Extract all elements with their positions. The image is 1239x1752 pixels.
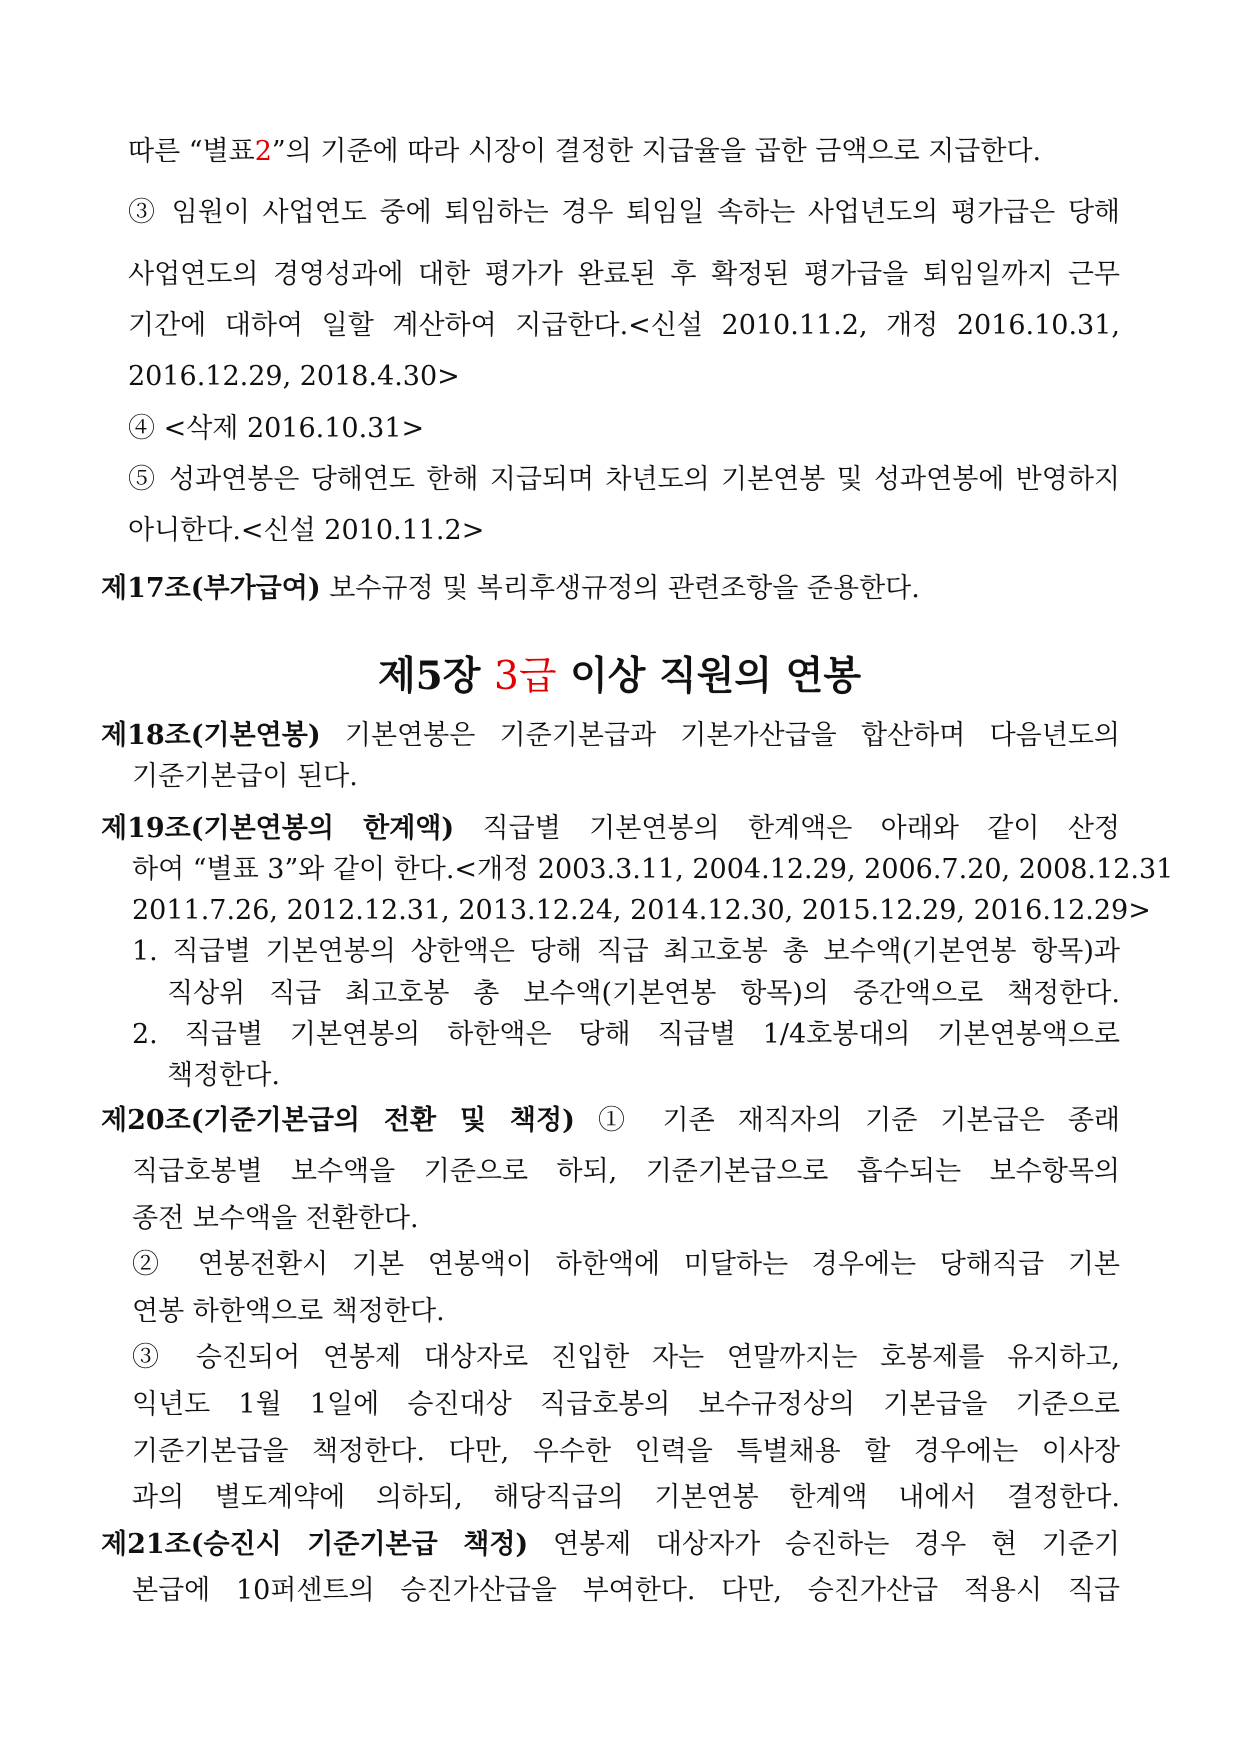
text-line: 기준기본급을 책정한다. 다만, 우수한 인력을 특별채용 할 경우에는 이사장: [132, 1436, 1120, 1467]
article-heading: 제17조(부가급여): [101, 573, 321, 604]
chapter-title: 제5장 3급 이상 직원의 연봉: [377, 653, 861, 699]
article-20: 제20조(기준기본급의 전환 및 책정) ① 기존 재직자의 기준 기본급은 종래: [101, 1105, 1120, 1136]
text-line: ② 연봉전환시 기본 연봉액이 하한액에 미달하는 경우에는 당해직급 기본: [132, 1249, 1120, 1280]
text-line: 2011.7.26, 2012.12.31, 2013.12.24, 2014.12.30, 2015.12.29, 2016.12.29>: [132, 895, 1151, 926]
article-heading: 제18조(기본연봉): [101, 720, 321, 751]
article-17: 제17조(부가급여) 보수규정 및 복리후생규정의 관련조항을 준용한다.: [101, 573, 920, 604]
text-line: 연봉 하한액으로 책정한다.: [132, 1296, 445, 1327]
text-line: ④ <삭제 2016.10.31>: [128, 413, 425, 444]
text-line: 기간에 대하여 일할 계산하여 지급한다.<신설 2010.11.2, 개정 2016.10.31,: [128, 310, 1120, 341]
article-heading: 제21조(승진시 기준기본급 책정): [101, 1529, 529, 1560]
text-line: 종전 보수액을 전환한다.: [132, 1203, 419, 1234]
text-line: ⑤ 성과연봉은 당해연도 한해 지급되며 차년도의 기본연봉 및 성과연봉에 반영하지: [128, 464, 1120, 495]
text-line: 하여 “별표 3”와 같이 한다.<개정 2003.3.11, 2004.12.29, 2006.7.20, 2008.12.31: [132, 854, 1174, 885]
text-line: 사업연도의 경영성과에 대한 평가가 완료된 후 확정된 평가급을 퇴임일까지 근무: [128, 259, 1120, 290]
text-line: 2016.12.29, 2018.4.30>: [128, 361, 460, 392]
text-line: 과의 별도계약에 의하되, 해당직급의 기본연봉 한계액 내에서 결정한다.: [132, 1482, 1120, 1513]
article-19: 제19조(기본연봉의 한계액) 직급별 기본연봉의 한계액은 아래와 같이 산정: [101, 813, 1121, 844]
article-18: 제18조(기본연봉) 기본연봉은 기준기본급과 기본가산급을 합산하며 다음년도의: [101, 720, 1120, 751]
text-line: 따른 “별표2”의 기준에 따라 시장이 결정한 지급율을 곱한 금액으로 지급한다.: [128, 136, 1042, 167]
text-line: ③ 임원이 사업연도 중에 퇴임하는 경우 퇴임일 속하는 사업년도의 평가급은 당해: [128, 197, 1120, 228]
chapter-grade: 3급: [494, 654, 557, 699]
list-item: 1. 직급별 기본연봉의 상한액은 당해 직급 최고호봉 총 보수액(기본연봉 항목)과: [132, 936, 1120, 967]
text-line: 직급호봉별 보수액을 기준으로 하되, 기준기본급으로 흡수되는 보수항목의: [132, 1156, 1120, 1187]
article-21: 제21조(승진시 기준기본급 책정) 연봉제 대상자가 승진하는 경우 현 기준기: [101, 1529, 1120, 1560]
article-heading: 제19조(기본연봉의 한계액): [101, 813, 455, 844]
text-line: 책정한다.: [167, 1060, 280, 1091]
text-line: 익년도 1월 1일에 승진대상 직급호봉의 보수규정상의 기본급을 기준으로: [132, 1389, 1120, 1420]
list-item: 2. 직급별 기본연봉의 하한액은 당해 직급별 1/4호봉대의 기본연봉액으로: [132, 1019, 1120, 1050]
text-line: 아니한다.<신설 2010.11.2>: [128, 515, 485, 546]
text-line: 기준기본급이 된다.: [132, 761, 358, 792]
text-line: 직상위 직급 최고호봉 총 보수액(기본연봉 항목)의 중간액으로 책정한다.: [167, 978, 1120, 1009]
text-line: ③ 승진되어 연봉제 대상자로 진입한 자는 연말까지는 호봉제를 유지하고,: [132, 1342, 1120, 1373]
text-line: 본급에 10퍼센트의 승진가산급을 부여한다. 다만, 승진가산급 적용시 직급: [132, 1575, 1120, 1606]
article-heading: 제20조(기준기본급의 전환 및 책정): [101, 1105, 575, 1136]
red-number: 2: [254, 136, 272, 167]
